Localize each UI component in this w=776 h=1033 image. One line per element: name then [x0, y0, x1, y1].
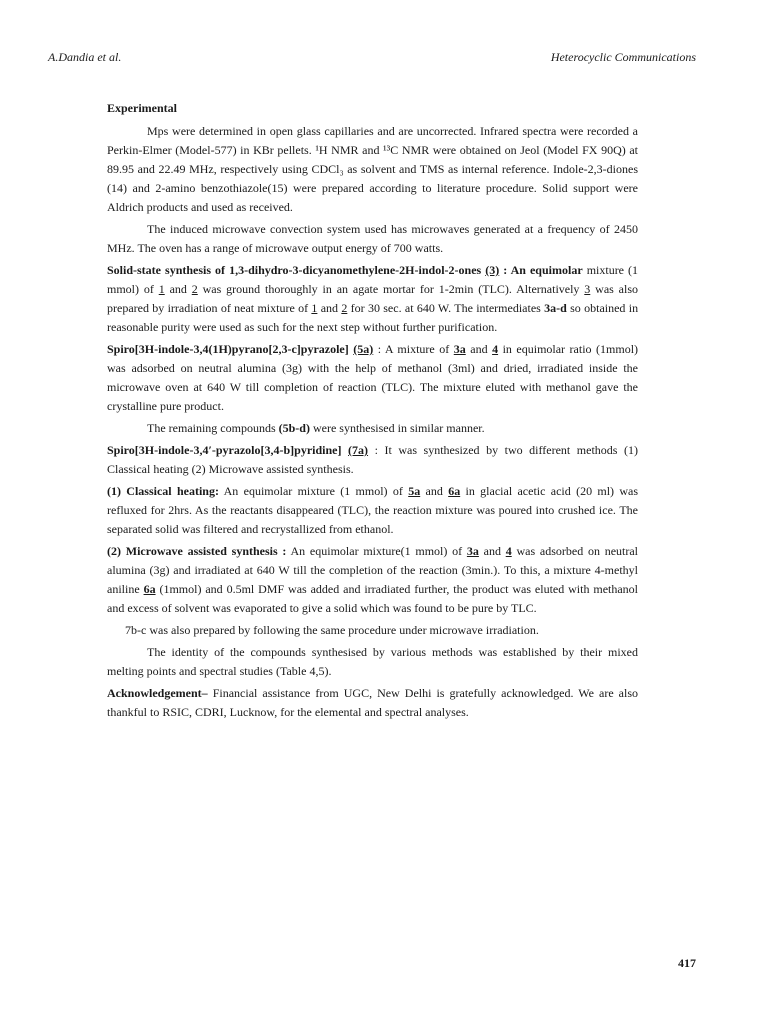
paragraph-spiro-pyrano: [107, 340, 638, 416]
paragraph-acknowledgement: [107, 684, 638, 722]
compound-ref: 4: [505, 544, 512, 558]
text-run: An equimolar mixture (1 mmol) of: [223, 484, 403, 498]
acknowledgement-title: Acknowledgement–: [107, 686, 208, 700]
compound-label: (5a): [353, 342, 374, 356]
compound-label: (3): [485, 263, 500, 277]
text-run: and: [483, 544, 501, 558]
microwave-synthesis-title: (2) Microwave assisted synthesis :: [107, 544, 287, 558]
paragraph-classical-heating: [107, 482, 638, 539]
compound-label: (7a): [348, 443, 369, 457]
text-run: so obtained in reasonable purity were used as such for the next step without further purification.: [107, 301, 639, 334]
text-run: An equimolar mixture(1 mmol) of: [290, 544, 463, 558]
paragraph-identity: The identity of the compounds synthesised by various methods was established by their mixed melting points and spectral studies (Table 4,5).: [107, 645, 638, 678]
compound-ref: 6a: [448, 484, 461, 498]
paragraph-solid-state: [107, 261, 638, 337]
text-run: in glacial acetic acid (20 ml) was refluxed for 2hrs. As the reactants disappeared (TLC), the reaction mixture was poured into crushed ice. The separated solid was filtered and recrystallized from ethanol.: [107, 484, 639, 536]
text-run: for 30 sec. at 640 W. The intermediates: [350, 301, 541, 315]
text-run: : A mixture of: [377, 342, 450, 356]
paragraph-7bc: 7b-c was also prepared by following the same procedure under microwave irradiation.: [125, 623, 539, 637]
text-run: was also prepared by irradiation of neat mixture of: [107, 282, 639, 315]
spiro-pyrazolo-title: Spiro[3H-indole-3,4′-pyrazolo[3,4-b]pyridine]: [107, 443, 342, 457]
text-run: and: [425, 484, 443, 498]
compound-ref: 5a: [408, 484, 421, 498]
paragraph-remaining: [107, 419, 638, 438]
text-run: was ground thoroughly in an agate mortar for 1-2min (TLC). Alternatively: [202, 282, 580, 296]
spiro-pyrano-title: Spiro[3H-indole-3,4(1H)pyrano[2,3-c]pyrazole]: [107, 342, 349, 356]
text-run: were synthesised in similar manner.: [312, 421, 485, 435]
article-body: [107, 99, 638, 725]
running-header-journal: Heterocyclic Communications: [550, 50, 696, 64]
compound-ref: 3a-d: [544, 301, 567, 315]
section-title: Experimental: [107, 101, 177, 115]
compound-ref: 3: [584, 282, 591, 296]
text-run: and: [320, 301, 339, 315]
text-run: was adsorbed on neutral alumina (3g) and irradiated at 640 W till the completion of the reaction (3min.). To this, a mixture 4-methyl aniline: [107, 544, 639, 596]
compound-ref: 1: [311, 301, 318, 315]
text-run: Financial assistance from UGC, New Delhi is gratefully acknowledged. We are also thankful to RSIC, CDRI, Lucknow, for the elemental and spectral analyses.: [107, 686, 639, 719]
paragraph-microwave: The induced microwave convection system used has microwaves generated at a frequency of 2450 MHz. The oven has a range of microwave output energy of 700 watts.: [107, 222, 638, 255]
text-run: : An equimolar: [503, 263, 583, 277]
text-run: (1mmol) and 0.5ml DMF was added and irradiated further, the product was eluted with methanol and excess of solvent was evaporated to give a solid which was found to be pure by TLC.: [107, 582, 639, 615]
paragraph-microwave-synthesis: [107, 542, 638, 618]
classical-heating-title: (1) Classical heating:: [107, 484, 219, 498]
paragraph-methods: Mps were determined in open glass capillaries and are uncorrected. Infrared spectra were recorded a Perkin-Elmer (Model-577) in KBr pellets. ¹H NMR and ¹³C NMR were obtained on Jeol (Model FX 90Q) at 89.95 and 22.49 MHz, respectively using CDCl₃ as solvent and TMS as internal reference. Indole-2,3-diones (14) and 2-amino benzothiazole(15) were prepared according to literature procedure. Solid support were Aldrich products and used as received.: [107, 124, 638, 214]
compound-ref: 2: [341, 301, 348, 315]
running-header-authors: A.Dandia et al.: [48, 50, 122, 64]
page-number: 417: [678, 956, 696, 970]
text-run: The remaining compounds: [147, 421, 276, 435]
text-run: : It was synthesized by two different methods (1) Classical heating (2) Microwave assisted synthesis.: [107, 443, 639, 476]
compound-ref: 3a: [466, 544, 479, 558]
text-run: mixture (1 mmol) of: [107, 263, 639, 296]
solid-state-title: Solid-state synthesis of 1,3-dihydro-3-dicyanomethylene-2H-indol-2-ones: [107, 263, 482, 277]
compound-ref: 6a: [143, 582, 156, 596]
compound-ref: 4: [492, 342, 499, 356]
compound-ref: 1: [158, 282, 165, 296]
text-run: and: [169, 282, 187, 296]
text-run: and: [470, 342, 488, 356]
paragraph-spiro-pyrazolo: [107, 441, 638, 479]
text-run: in equimolar ratio (1mmol) was adsorbed on neutral alumina (3g) with the help of methanol (3ml) and dried, irradiated inside the microwave oven at 640 W till completion of reaction (TLC). The mixture eluted with methanol gave the crystalline pure product.: [107, 342, 639, 413]
compound-ref: 2: [191, 282, 198, 296]
compound-ref: (5b-d): [278, 421, 310, 435]
compound-ref: 3a: [453, 342, 466, 356]
